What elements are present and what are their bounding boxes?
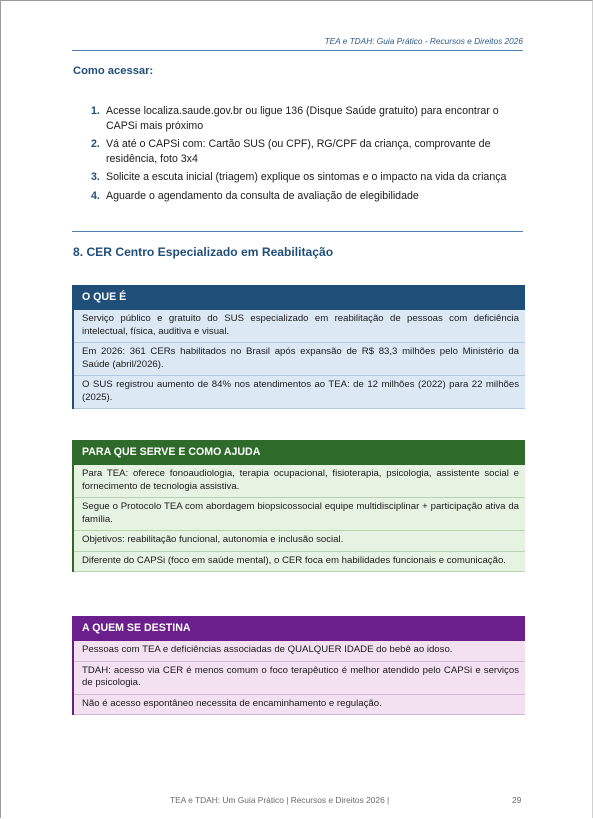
card-header: PARA QUE SERVE E COMO AJUDA: [74, 440, 525, 465]
card-row: Em 2026: 361 CERs habilitados no Brasil após expansão de R$ 83,3 milhões pelo Ministério da Saúde (abril/2026).: [74, 343, 525, 376]
step-text: Vá até o CAPSi com: Cartão SUS (ou CPF), RG/CPF da criança, comprovante de residência, foto 3x4: [106, 138, 491, 165]
step-number: 4.: [91, 189, 100, 202]
card-row: Diferente do CAPSi (foco em saúde mental), o CER foca em habilidades funcionais e comunicação.: [74, 552, 525, 573]
card-row: Segue o Protocolo TEA com abordagem biopsicossocial equipe multidisciplinar + participação ativa da família.: [74, 498, 525, 531]
access-step: [91, 104, 523, 133]
section-divider: [72, 231, 523, 232]
card-purpose: [72, 440, 525, 572]
header-divider: [72, 50, 523, 51]
card-header: O QUE É: [74, 285, 525, 310]
card-row: O SUS registrou aumento de 84% nos atendimentos ao TEA: de 12 milhões (2022) para 22 milhões (2025).: [74, 376, 525, 409]
section-heading: 8. CER Centro Especializado em Reabilitação: [73, 245, 334, 259]
step-number: 1.: [91, 105, 100, 117]
step-number: 3.: [91, 171, 100, 183]
access-steps-list: [91, 104, 523, 207]
card-row: Objetivos: reabilitação funcional, autonomia e inclusão social.: [74, 531, 525, 552]
access-step: [91, 137, 523, 166]
step-text: Acesse localiza.saude.gov.br ou ligue 136 (Disque Saúde gratuito) para encontrar o CAPSi mais próximo: [106, 105, 499, 132]
how-to-access-title: Como acessar:: [73, 65, 154, 77]
step-text: Solicite a escuta inicial (triagem) explique os sintomas e o impacto na vida da criança: [106, 171, 507, 183]
step-number: 2.: [91, 138, 100, 150]
card-audience: [72, 616, 525, 715]
card-header: A QUEM SE DESTINA: [74, 616, 525, 641]
card-row: Para TEA: oferece fonoaudiologia, terapia ocupacional, fisioterapia, psicologia, assistente social e fornecimento de tecnologia assistiva.: [74, 465, 525, 498]
step-text: Aguarde o agendamento da consulta de avaliação de elegibilidade: [106, 189, 419, 202]
page-footer: TEA e TDAH: Um Guia Prático | Recursos e Direitos 2026 |: [170, 795, 390, 805]
card-row: Serviço público e gratuito do SUS especializado em reabilitação de pessoas com deficiência intelectual, física, auditiva e visual.: [74, 310, 525, 343]
card-row: Não é acesso espontâneo necessita de encaminhamento e regulação.: [74, 695, 525, 716]
access-step: [91, 189, 523, 204]
card-what-is: [72, 285, 525, 409]
page-number: 29: [512, 795, 522, 805]
card-row: TDAH: acesso via CER é menos comum o foco terapêutico é melhor atendido pelo CAPSi e serviços de psicologia.: [74, 662, 525, 695]
running-header: TEA e TDAH: Guia Prático - Recursos e Direitos 2026: [324, 36, 523, 46]
card-row: Pessoas com TEA e deficiências associadas de QUALQUER IDADE do bebê ao idoso.: [74, 641, 525, 662]
access-step: [91, 170, 523, 185]
